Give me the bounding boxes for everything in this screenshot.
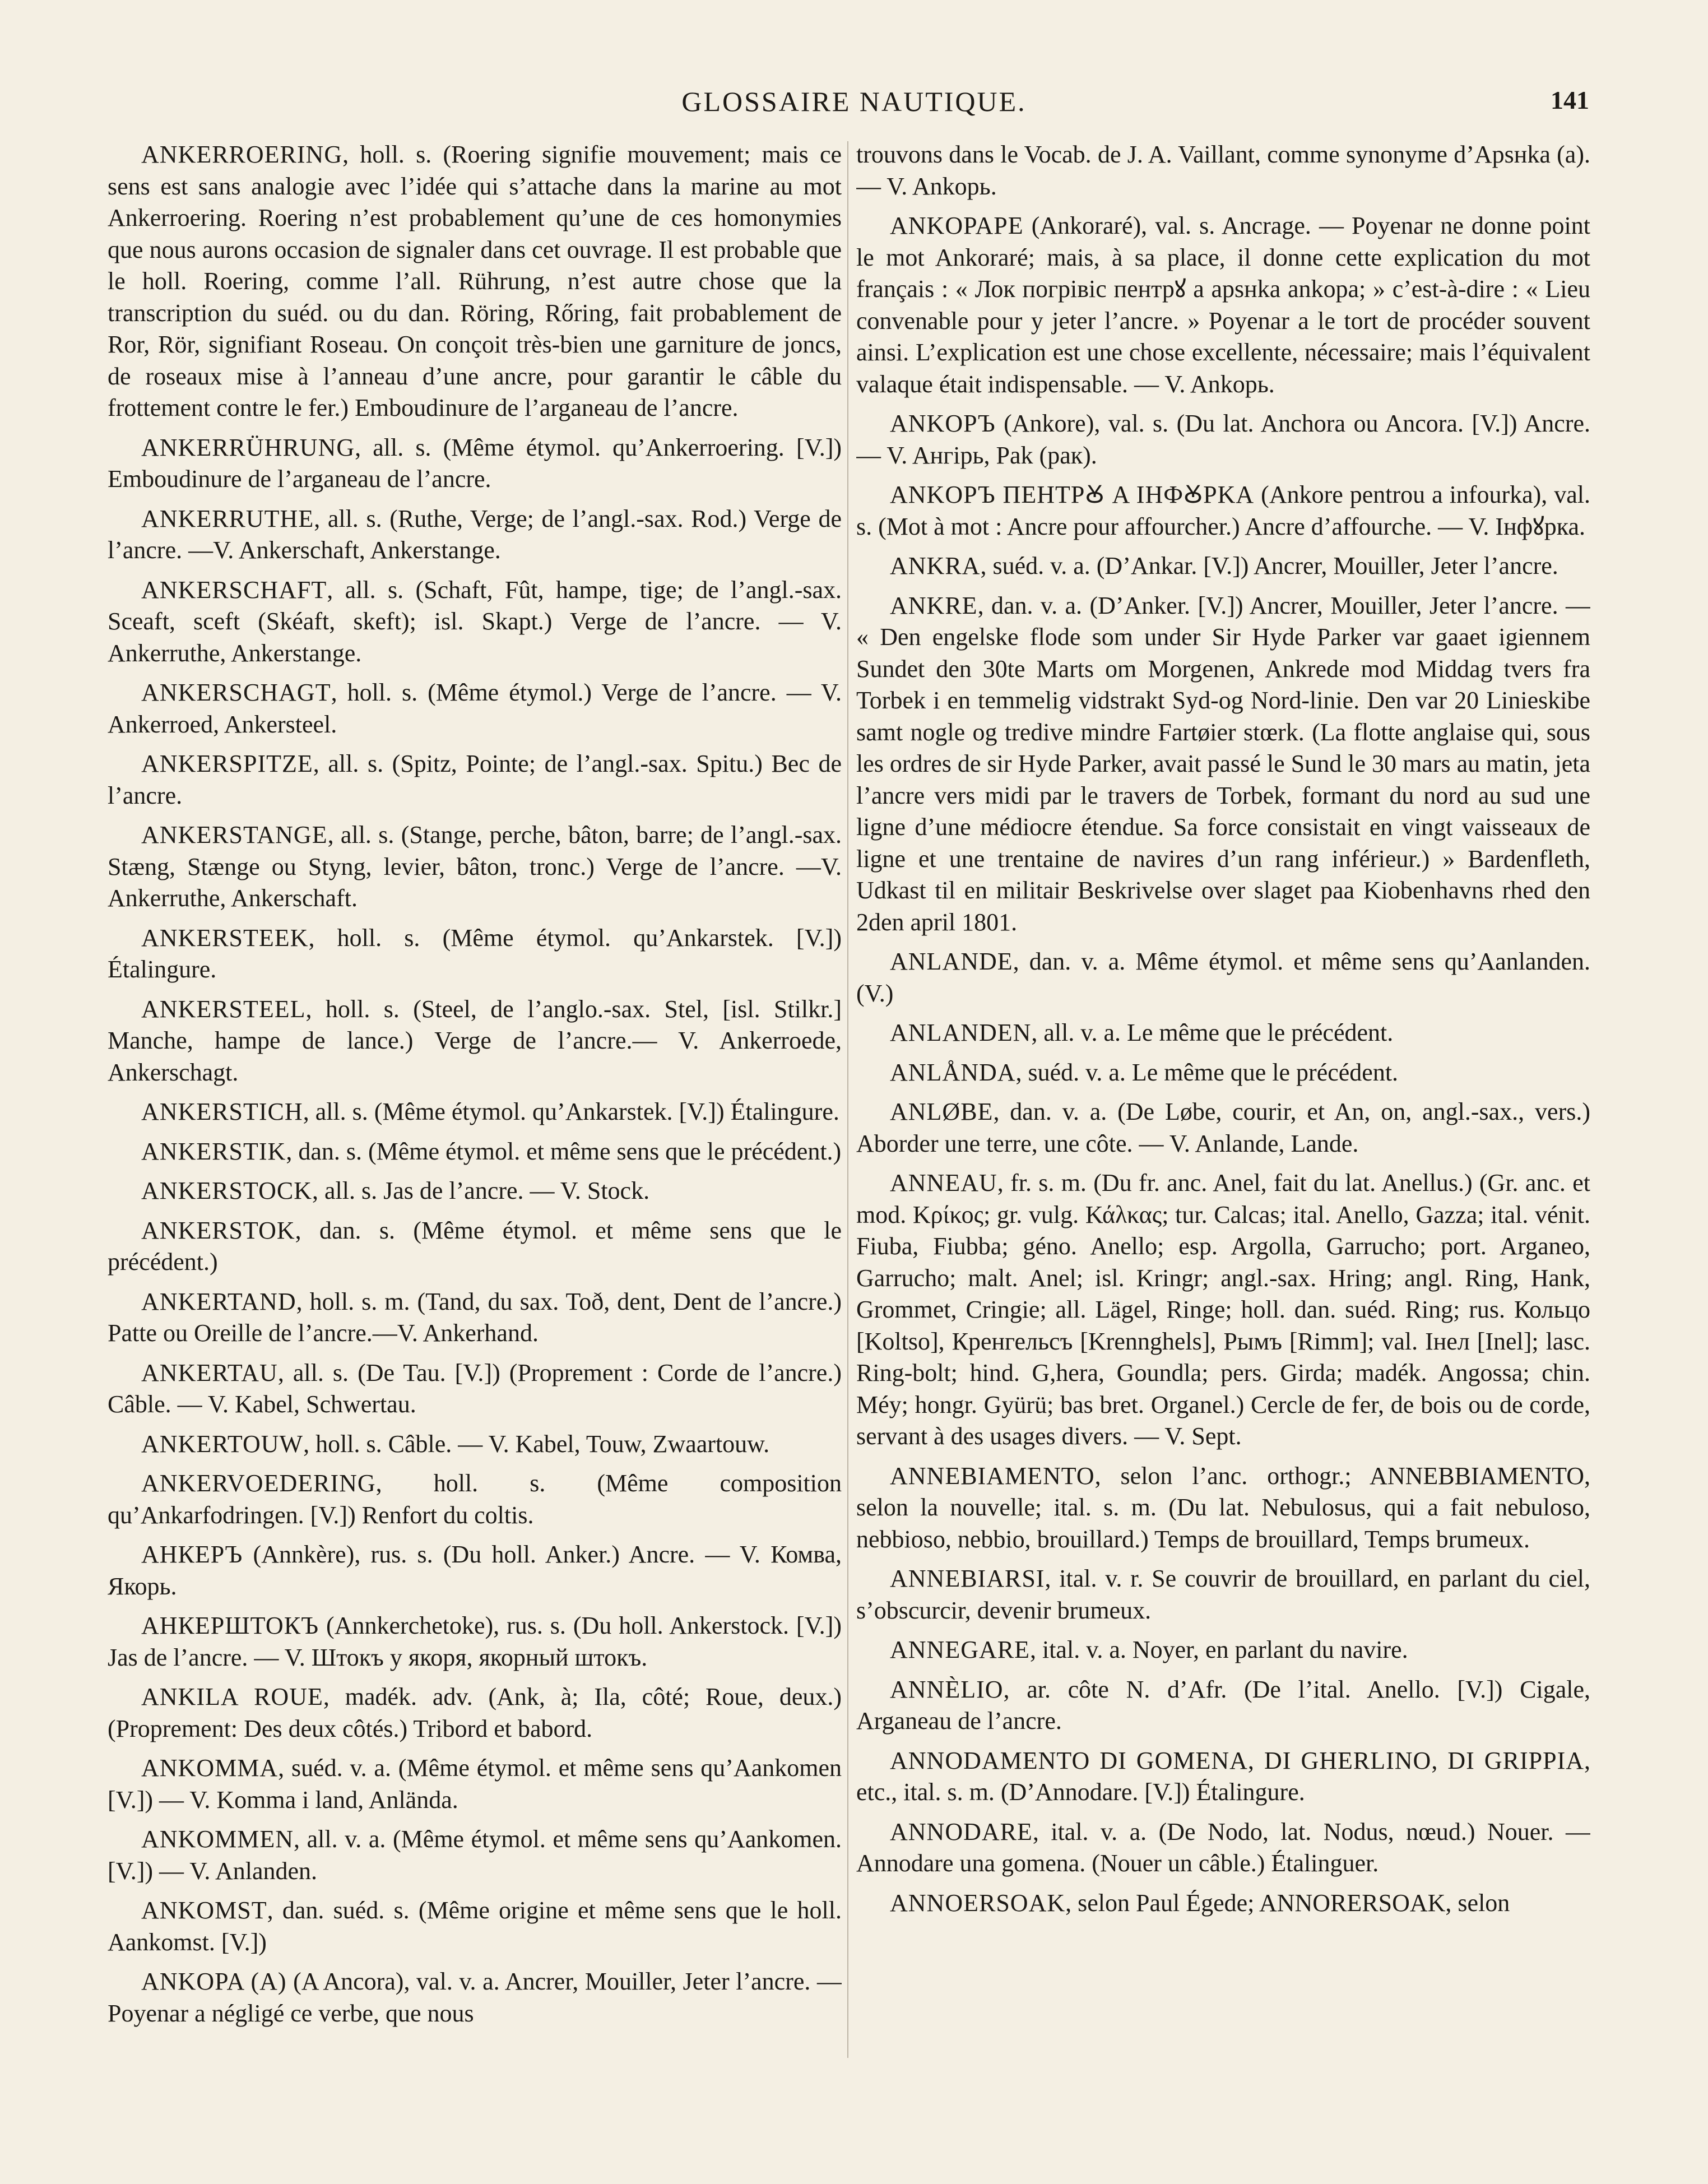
entry-definition: , suéd. v. a. Le même que le précédent. <box>1015 1058 1399 1086</box>
entry-definition: , all. v. a. (Même étymol. et même sens qu’Aankomen. [V.]) — V. Anlanden. <box>108 1825 842 1885</box>
entry-definition: , madék. adv. (Ank, à; Ila, côté; Roue, deux.) (Proprement: Des deux côtés.) Tribord et babord. <box>108 1683 842 1742</box>
entry-definition: , ital. v. r. Se couvrir de brouillard, en parlant du ciel, s’obscurcir, devenir brumeux. <box>856 1565 1590 1624</box>
glossary-entry <box>108 1539 842 1602</box>
glossary-entry <box>856 1674 1590 1737</box>
entry-headword: ANKERSTICH <box>141 1098 303 1125</box>
glossary-entry <box>108 922 842 986</box>
entry-definition: , all. v. a. Le même que le précédent. <box>1031 1019 1394 1046</box>
entry-definition: (Ankore pentrou a infourka), val. s. (Mot à mot : Ancre pour affourcher.) Ancre d’affourche. — V. Iнфꙋрка. <box>856 481 1590 540</box>
entry-definition: , holl. s. (Même étymol.) Verge de l’ancre. — V. Ankerroed, Ankersteel. <box>108 679 842 738</box>
entry-headword: ANKERSTEEL <box>141 995 306 1023</box>
entry-headword: ANKOMMA <box>141 1754 279 1782</box>
entry-definition: , all. s. (Même étymol. qu’Ankarstek. [V.]) Étalingure. <box>303 1098 839 1125</box>
entry-headword: ANKOMMEN <box>141 1825 294 1853</box>
entry-headword: ANNODARE <box>890 1817 1033 1845</box>
glossary-entry <box>856 1745 1590 1809</box>
entry-definition: , ital. v. a. (De Nodo, lat. Nodus, nœud.) Nouer. — Annodare una gomena. (Nouer un câble.) Étalinguer. <box>856 1817 1590 1877</box>
glossary-entry <box>856 550 1590 582</box>
entry-definition: , suéd. v. a. (D’Ankar. [V.]) Ancrer, Mouiller, Jeter l’ancre. <box>980 552 1558 579</box>
entry-definition: , dan. s. (Même étymol. et même sens que le précédent.) <box>286 1137 842 1165</box>
glossary-entry <box>108 1610 842 1673</box>
glossary-entry <box>108 1824 842 1887</box>
entry-headword: ANKOMST <box>141 1896 267 1924</box>
glossary-entry <box>856 1017 1590 1049</box>
entry-headword: ANKERRÜHRUNG <box>141 433 355 461</box>
entry-definition: , dan. s. (Même étymol. et même sens que le précédent.) <box>108 1216 842 1276</box>
entry-definition: , selon l’anc. orthogr.; ANNEBBIAMENTO, selon la nouvelle; ital. s. m. (Du lat. Nebulosus, qui a fait nebuloso, nebbioso, nebbio, brouillard.) Temps de brouillard, Temps brumeux. <box>856 1462 1590 1553</box>
glossary-entry <box>856 1888 1590 1919</box>
glossary-entry <box>108 1895 842 1958</box>
entry-headword: ANLANDE <box>890 948 1013 975</box>
glossary-entry <box>856 1563 1590 1626</box>
entry-headword: АНКЕРШТОКЪ <box>141 1612 319 1639</box>
entry-definition: (A Ancora), val. v. a. Ancrer, Mouiller, Jeter l’ancre. — Poyenar a négligé ce verbe, que nous <box>108 1968 842 2027</box>
entry-headword: ANKERSTIK <box>141 1137 286 1165</box>
entry-headword: ANKERTAND <box>141 1287 296 1315</box>
entry-headword: ANKERSTOCK <box>141 1177 313 1204</box>
entry-definition: (Annkerchetoke), rus. s. (Du holl. Ankerstock. [V.]) Jas de l’ancre. — V. Штокъ у якоря, якорный штокъ. <box>108 1612 842 1671</box>
right-column <box>856 139 1590 2067</box>
glossary-entry <box>856 1460 1590 1556</box>
entry-headword: ANNEAU <box>890 1169 997 1197</box>
entry-headword: ANLANDEN <box>890 1019 1032 1046</box>
entry-definition: , all. s. (Stange, perche, bâton, barre; de l’angl.-sax. Stæng, Stænge ou Styng, levier, bâton, tronc.) Verge de l’ancre. —V. Ankerruthe, Ankerschaft. <box>108 821 842 912</box>
entry-definition: , holl. s. Câble. — V. Kabel, Touw, Zwaartouw. <box>303 1430 770 1458</box>
glossary-entry <box>108 1286 842 1350</box>
entry-definition: , dan. v. a. (D’Anker. [V.]) Ancrer, Mouiller, Jeter l’ancre. — « Den engelske flode som under Sir Hyde Parker var gaaet igiennem Sundet den 30te Marts om Morgenen, Ankrede mod Middag tvers fra Torbek i en temmelig vidstrakt Syd-og Nord-linie. Den var 20 Linieskibe samt nogle og tredive mindre Fartøier stœrk. (La flotte anglaise qui, sous les ordres de sir Hyde Parker, avait passé le Sund le 30 mars au matin, jeta l’ancre vers midi par le travers de Torbek, formant du nord au sud une ligne d’une médiocre étendue. Sa force consistait en vingt vaisseaux de ligne et une trentaine de navires d’un rang inférieur.) » Bardenfleth, Udkast til en militair Beskrivelse over slaget paa Kiobenhavns rhed den 2den april 1801. <box>856 591 1590 936</box>
glossary-entry <box>108 994 842 1089</box>
entry-headword: ANKERSCHAGT <box>141 679 331 706</box>
entry-definition: (Ankoraré), val. s. Ancrage. — Poyenar ne donne point le mot Ankoraré; mais, à sa place, il donne cette explication du mot français : « Лок погрiвiс пентрꙋ a apѕнka ankopa; » c’est-à-dire : « Lieu convenable pour y jeter l’ancre. » Poyenar a le tort de procéder souvent ainsi. L’explication est une chose excellente, nécessaire; mais l’équivalent valaque était indispensable. — V. Ankopь. <box>856 212 1590 398</box>
glossary-entry <box>856 408 1590 471</box>
entry-definition: , all. s. (Ruthe, Verge; de l’angl.-sax. Rod.) Verge de l’ancre. —V. Ankerschaft, Ankerstange. <box>108 504 842 564</box>
entry-definition: , holl. s. m. (Tand, du sax. Toð, dent, Dent de l’ancre.) Patte ou Oreille de l’ancre.—V. Ankerhand. <box>108 1287 842 1347</box>
glossary-entry <box>108 574 842 670</box>
glossary-entry <box>856 1096 1590 1160</box>
glossary-entry <box>856 946 1590 1009</box>
entry-definition: , holl. s. (Même étymol. qu’Ankarstek. [V.]) Étalingure. <box>108 924 842 983</box>
left-column <box>108 139 842 2067</box>
glossary-entry <box>108 677 842 740</box>
glossary-entry <box>856 139 1590 202</box>
entry-definition: , all. s. (Spitz, Pointe; de l’angl.-sax. Spitu.) Bec de l’ancre. <box>108 750 842 809</box>
glossary-entry <box>108 819 842 915</box>
glossary-entry <box>856 1634 1590 1666</box>
entry-definition: , selon Paul Égede; ANNORERSOAK, selon <box>1065 1889 1510 1917</box>
entry-headword: ANKOPЪ <box>890 410 996 437</box>
entry-headword: ANLÅNDA <box>890 1058 1016 1086</box>
entry-definition: , ital. v. a. Noyer, en parlant du navire. <box>1029 1636 1408 1663</box>
entry-definition: , all. s. Jas de l’ancre. — V. Stock. <box>312 1177 650 1204</box>
entry-definition: , holl. s. (Même composition qu’Ankarfodringen. [V.]) Renfort du coltis. <box>108 1469 842 1529</box>
entry-definition: , all. s. (Même étymol. qu’Ankerroering. [V.]) Emboudinure de l’arganeau de l’ancre. <box>108 433 842 493</box>
glossary-entry <box>856 1167 1590 1453</box>
entry-definition: (Ankore), val. s. (Du lat. Anchora ou Ancora. [V.]) Ancre. — V. Aнгipь, Pak (рак). <box>856 410 1590 469</box>
entry-headword: ANKERSTANGE <box>141 821 328 848</box>
entry-headword: ANNÈLIO <box>890 1675 1004 1703</box>
entry-headword: ANNEBIARSI <box>890 1565 1045 1592</box>
entry-headword: ANKERROERING <box>141 141 343 168</box>
entry-definition: (Annkère), rus. s. (Du holl. Anker.) Ancre. — V. Комва, Якорь. <box>108 1541 842 1600</box>
entry-definition: , dan. v. a. Même étymol. et même sens qu’Aanlanden. (V.) <box>856 948 1590 1007</box>
entry-headword: ANKERSTOK <box>141 1216 295 1244</box>
glossary-entry <box>108 1681 842 1745</box>
glossary-entry <box>108 503 842 567</box>
entry-headword: ANNODAMENTO DI GOMENA, DI GHERLINO, DI GRIPPIA <box>890 1746 1584 1774</box>
entry-headword: ANKERSPITZE <box>141 750 313 777</box>
glossary-entry <box>108 1966 842 2029</box>
glossary-entry <box>108 1215 842 1278</box>
entry-definition: , holl. s. (Steel, de l’anglo.-sax. Stel, [isl. Stilkr.] Manche, hampe de lance.) Verge de l’ancre.— V. Ankerroede, Ankerschagt. <box>108 995 842 1086</box>
glossary-entry <box>108 1468 842 1531</box>
glossary-entry <box>108 748 842 812</box>
glossary-entry <box>856 1816 1590 1880</box>
entry-definition: , etc., ital. s. m. (D’Annodare. [V.]) Étalingure. <box>856 1746 1590 1806</box>
glossary-entry <box>108 1175 842 1207</box>
entry-headword: ANKERSTEEK <box>141 924 309 952</box>
entry-headword: ANKOPA (A) <box>141 1968 287 1995</box>
entry-definition: , dan. suéd. s. (Même origine et même sens que le holl. Aankomst. [V.]) <box>108 1896 842 1956</box>
entry-headword: ANKOPЪ ПЕНТРꙊ A IНФꙊPKA <box>890 481 1255 508</box>
page-number: 141 <box>1551 86 1589 114</box>
entry-definition: , suéd. v. a. (Même étymol. et même sens qu’Aankomen [V.]) — V. Komma i land, Anlända. <box>108 1754 842 1814</box>
entry-headword: ANKILA ROUE <box>141 1683 323 1710</box>
entry-headword: ANNEBIAMENTO <box>890 1462 1095 1490</box>
entry-definition: , holl. s. (Roering signifie mouvement; mais ce sens est sans analogie avec l’idée qui s’attache dans la marine au mot Ankerroering. Roering n’est probablement qu’une de ces homonymies que nous aurons occasion de signaler dans cet ouvrage. Il est probable que le holl. Roering, comme l’all. Rührung, n’est autre chose que la transcription du suéd. ou du dan. Röring, Rőring, fait probablement de Ror, Rör, signifiant Roseau. On conçoit très-bien une garniture de joncs, de roseaux mise à l’anneau d’une ancre, pour garantir le câble du frottement contre le fer.) Emboudinure de l’arganeau de l’ancre. <box>108 141 842 421</box>
entry-definition: trouvons dans le Vocab. de J. A. Vaillant, comme synonyme d’Аpѕнka (a). — V. Ankopь. <box>856 141 1590 200</box>
entry-headword: ANKERTOUW <box>141 1430 304 1458</box>
entry-headword: ANKRE <box>890 591 978 619</box>
column-divider <box>847 141 848 2058</box>
entry-headword: ANKERVOEDERING <box>141 1469 376 1497</box>
entry-definition: , all. s. (Schaft, Fût, hampe, tige; de l’angl.-sax. Sceaft, sceft (Skéaft, skeft); isl. Skapt.) Verge de l’ancre. — V. Ankerruthe, Ankerstange. <box>108 576 842 667</box>
glossary-entry <box>108 1429 842 1460</box>
glossary-entry <box>856 210 1590 400</box>
entry-definition: , all. s. (De Tau. [V.]) (Proprement : Corde de l’ancre.) Câble. — V. Kabel, Schwertau. <box>108 1358 842 1418</box>
running-title: GLOSSAIRE NAUTIQUE. <box>681 86 1027 117</box>
entry-headword: АНКЕРЪ <box>141 1541 243 1568</box>
entry-headword: ANKERRUTHE <box>141 504 314 532</box>
glossary-entry <box>856 590 1590 939</box>
entry-headword: ANKERSCHAFT <box>141 576 327 604</box>
glossary-entry <box>108 1136 842 1168</box>
entry-headword: ANKERTAU <box>141 1358 278 1387</box>
entry-definition: , dan. v. a. (De Løbe, courir, et An, on, angl.-sax., vers.) Aborder une terre, une côte. — V. Anlande, Lande. <box>856 1098 1590 1157</box>
entry-headword: ANNEGARE <box>890 1636 1030 1663</box>
glossary-entry <box>108 139 842 424</box>
entry-headword: ANKOPAPE <box>890 212 1024 239</box>
glossary-entry <box>108 1752 842 1816</box>
glossary-entry <box>856 479 1590 542</box>
entry-definition: , ar. côte N. d’Afr. (De l’ital. Anello. [V.]) Cigale, Arganeau de l’ancre. <box>856 1675 1590 1735</box>
glossary-entry <box>108 432 842 495</box>
entry-definition: , fr. s. m. (Du fr. anc. Anel, fait du lat. Anellus.) (Gr. anc. et mod. Κρίκος; gr. vulg. Κάλκας; tur. Calcas; ital. Anello, Gazza; ital. vénit. Fiuba, Fiubba; géno. Anello; esp. Argolla, Garrucho; port. Arganeo, Garrucho; malt. Anel; isl. Kringr; angl.-sax. Hring; angl. Ring, Hank, Grommet, Cringie; all. Lägel, Ringe; holl. dan. suéd. Ring; rus. Кольцо [Koltso], Кренгельсъ [Krennghels], Рымъ [Rimm]; val. Iнел [Inel]; lasc. Ring-bolt; hind. G,hera, Goundla; pers. Girda; madék. Angossa; chin. Méy; hongr. Gyürü; bas bret. Organel.) Cercle de fer, de bois ou de corde, servant à des usages divers. — V. Sept. <box>856 1169 1590 1450</box>
entry-headword: ANLØBE <box>890 1098 994 1125</box>
glossary-entry <box>108 1096 842 1128</box>
glossary-entry <box>856 1057 1590 1089</box>
entry-headword: ANKRA <box>890 552 981 579</box>
entry-headword: ANNOERSOAK <box>890 1889 1066 1917</box>
glossary-entry <box>108 1357 842 1421</box>
